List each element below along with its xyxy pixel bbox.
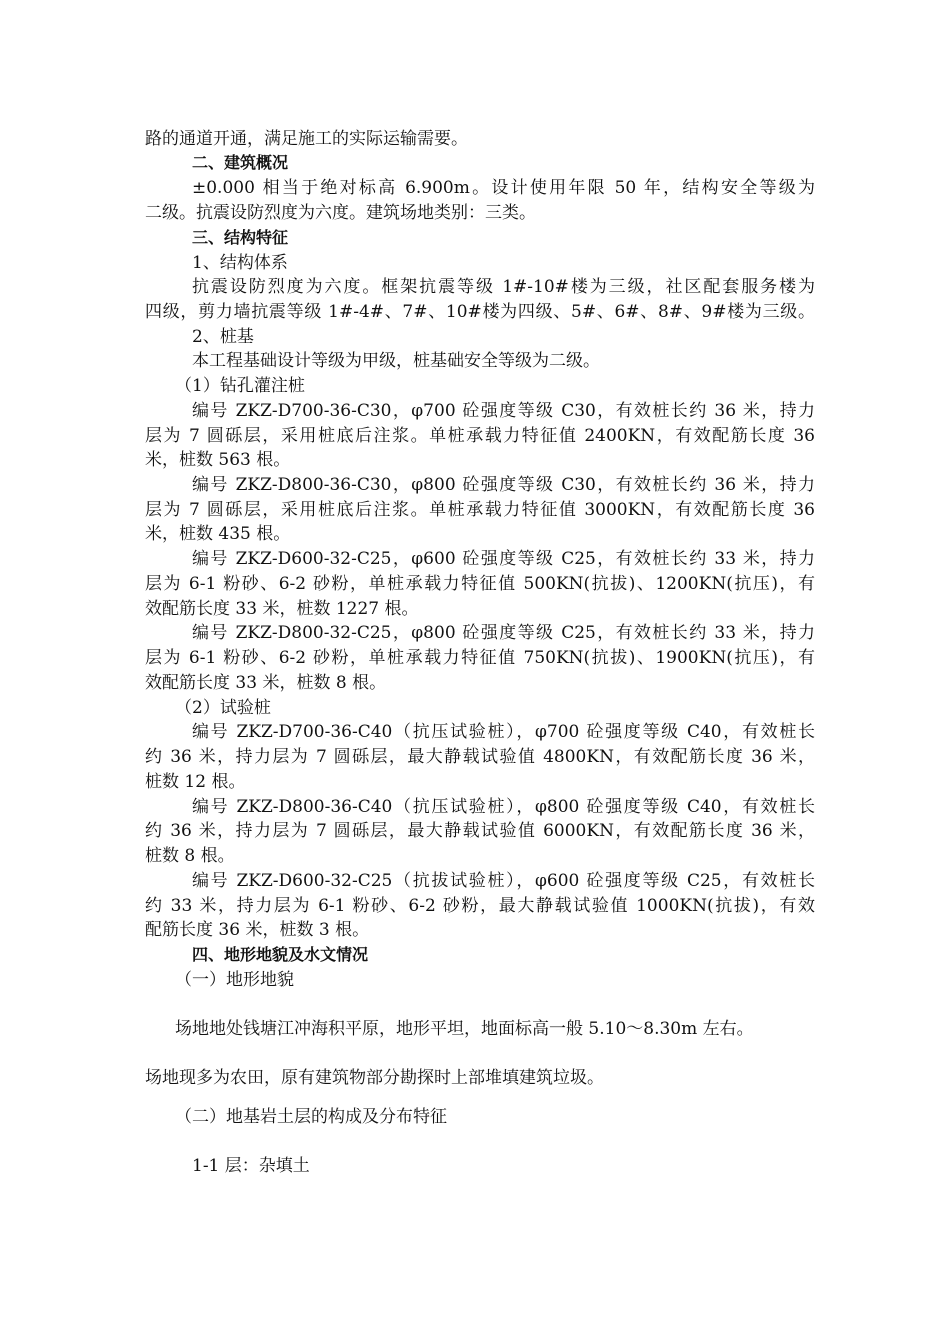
subsection-heading: （2）试验桩 bbox=[175, 698, 271, 718]
paragraph-line: 本工程基础设计等级为甲级，桩基础安全等级为二级。 bbox=[192, 351, 600, 371]
subsection-heading: （二）地基岩土层的构成及分布特征 bbox=[175, 1107, 447, 1127]
subsection-heading: （一）地形地貌 bbox=[175, 970, 294, 990]
subsection-heading: 1、结构体系 bbox=[192, 253, 288, 273]
paragraph-line: 米，桩数 563 根。 bbox=[145, 450, 291, 470]
paragraph-line: 四级，剪力墙抗震等级 1#-4#、7#、10#楼为四级、5#、6#、8#、9#楼为三级。 bbox=[145, 302, 815, 322]
paragraph-line: 编号 ZKZ-D800-36-C40（抗压试验桩），φ800 砼强度等级 C40，有效桩长 bbox=[192, 797, 815, 817]
paragraph-line: 编号 ZKZ-D700-36-C30，φ700 砼强度等级 C30，有效桩长约 36 米，持力 bbox=[192, 401, 815, 421]
paragraph-line: 桩数 12 根。 bbox=[145, 772, 246, 792]
paragraph-line: 编号 ZKZ-D800-32-C25，φ800 砼强度等级 C25，有效桩长约 33 米，持力 bbox=[192, 623, 815, 643]
subsection-heading: 2、桩基 bbox=[192, 327, 254, 347]
paragraph-line: ±0.000 相当于绝对标高 6.900m。设计使用年限 50 年，结构安全等级为 bbox=[192, 178, 815, 198]
paragraph-line: 约 36 米，持力层为 7 圆砾层，最大静载试验值 4800KN，有效配筋长度 36 米， bbox=[145, 747, 815, 767]
paragraph-line: 路的通道开通，满足施工的实际运输需要。 bbox=[145, 129, 468, 149]
paragraph-line: 编号 ZKZ-D600-32-C25（抗拔试验桩），φ600 砼强度等级 C25，有效桩长 bbox=[192, 871, 815, 891]
paragraph-line: 效配筋长度 33 米，桩数 1227 根。 bbox=[145, 599, 419, 619]
paragraph-line: 二级。抗震设防烈度为六度。建筑场地类别：三类。 bbox=[145, 203, 536, 223]
paragraph-line: 1-1 层：杂填土 bbox=[192, 1156, 310, 1176]
section-heading: 二、建筑概况 bbox=[192, 153, 289, 172]
paragraph-line: 层为 6-1 粉砂、6-2 砂粉，单桩承载力特征值 500KN(抗拔)、1200KN(抗压)，有 bbox=[145, 574, 815, 594]
paragraph-line: 层为 7 圆砾层，采用桩底后注浆。单桩承载力特征值 3000KN，有效配筋长度 36 bbox=[145, 500, 815, 520]
paragraph-line: 层为 6-1 粉砂、6-2 砂粉，单桩承载力特征值 750KN(抗拔)、1900KN(抗压)，有 bbox=[145, 648, 815, 668]
paragraph-line: 场地地处钱塘江冲海积平原，地形平坦，地面标高一般 5.10～8.30m 左右。 bbox=[175, 1019, 754, 1039]
paragraph-line: 桩数 8 根。 bbox=[145, 846, 235, 866]
subsection-heading: （1）钻孔灌注桩 bbox=[175, 376, 305, 396]
paragraph-line: 抗震设防烈度为六度。框架抗震等级 1#-10#楼为三级，社区配套服务楼为 bbox=[192, 277, 815, 297]
paragraph-line: 配筋长度 36 米，桩数 3 根。 bbox=[145, 920, 370, 940]
section-heading: 三、结构特征 bbox=[192, 228, 289, 247]
paragraph-line: 约 33 米，持力层为 6-1 粉砂、6-2 砂粉，最大静载试验值 1000KN(抗拔)，有效 bbox=[145, 896, 815, 916]
section-heading: 四、地形地貌及水文情况 bbox=[192, 945, 369, 964]
paragraph-line: 约 36 米，持力层为 7 圆砾层，最大静载试验值 6000KN，有效配筋长度 36 米， bbox=[145, 821, 815, 841]
paragraph-line: 效配筋长度 33 米，桩数 8 根。 bbox=[145, 673, 387, 693]
paragraph-line: 编号 ZKZ-D600-32-C25，φ600 砼强度等级 C25，有效桩长约 33 米，持力 bbox=[192, 549, 815, 569]
paragraph-line: 场地现多为农田，原有建筑物部分勘探时上部堆填建筑垃圾。 bbox=[145, 1068, 604, 1088]
paragraph-line: 层为 7 圆砾层，采用桩底后注浆。单桩承载力特征值 2400KN，有效配筋长度 36 bbox=[145, 426, 815, 446]
paragraph-line: 编号 ZKZ-D800-36-C30，φ800 砼强度等级 C30，有效桩长约 36 米，持力 bbox=[192, 475, 815, 495]
paragraph-line: 米，桩数 435 根。 bbox=[145, 524, 291, 544]
paragraph-line: 编号 ZKZ-D700-36-C40（抗压试验桩），φ700 砼强度等级 C40，有效桩长 bbox=[192, 722, 815, 742]
